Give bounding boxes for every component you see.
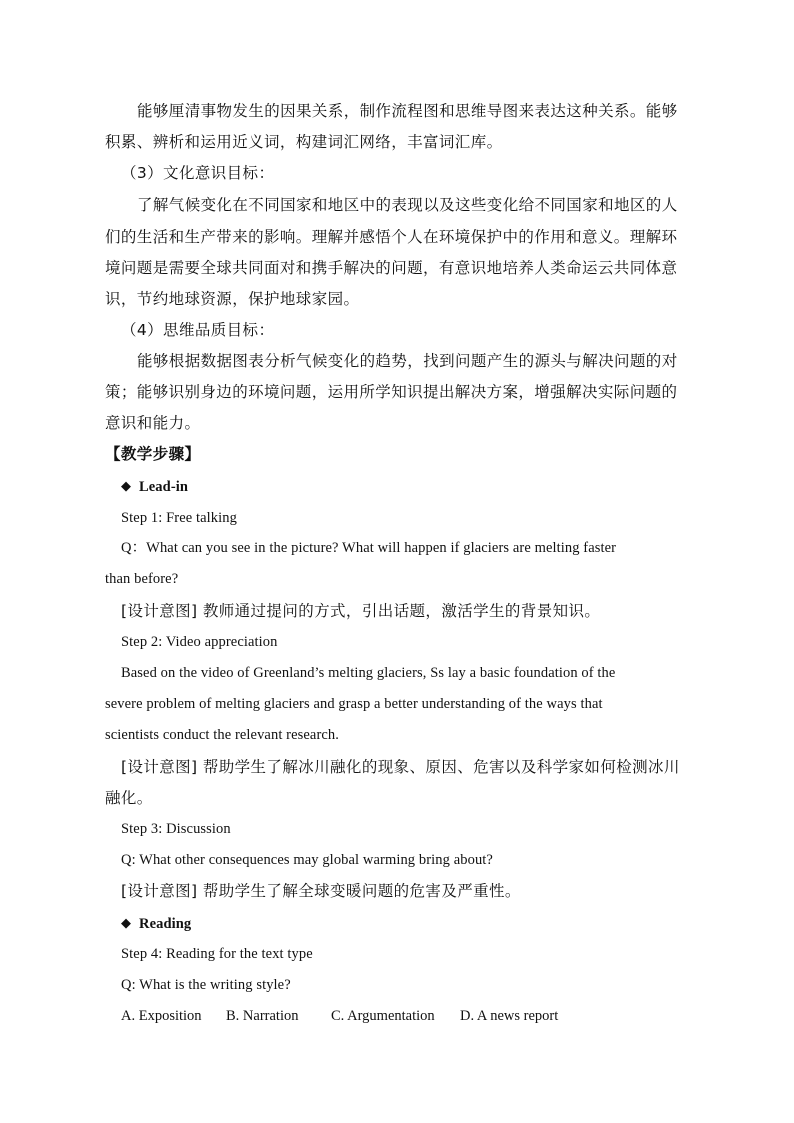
diamond-bullet-icon: ◆	[121, 478, 132, 493]
answer-option: D. A news report	[460, 1008, 559, 1024]
paragraph-line: 境问题是需要全球共同面对和携手解决的问题，有意识地培养人类命运云共同体意	[105, 259, 678, 277]
answer-option: A. Exposition	[121, 1008, 202, 1024]
step-heading: Step 3: Discussion	[121, 821, 231, 837]
section-title-text: Lead-in	[139, 479, 189, 495]
answer-option: B. Narration	[226, 1008, 299, 1024]
paragraph-line: 了解气候变化在不同国家和地区中的表现以及这些变化给不同国家和地区的人	[137, 196, 678, 214]
paragraph-line: 能够厘清事物发生的因果关系，制作流程图和思维导图来表达这种关系。能够	[137, 102, 678, 120]
paragraph-line: Based on the video of Greenland’s melting glaciers, Ss lay a basic foundation of the	[121, 665, 616, 681]
question-line: Q: What other consequences may global warming bring about?	[121, 852, 493, 868]
design-intent: [设计意图] 帮助学生了解全球变暖问题的危害及严重性。	[121, 882, 521, 900]
section-title-text: Reading	[139, 916, 192, 932]
teaching-steps-heading: 【教学步骤】	[105, 445, 201, 463]
step-heading: Step 1: Free talking	[121, 510, 237, 526]
step-heading: Step 4: Reading for the text type	[121, 946, 313, 962]
design-intent: [设计意图] 教师通过提问的方式，引出话题，激活学生的背景知识。	[121, 602, 601, 620]
paragraph-line: 策；能够识别身边的环境问题，运用所学知识提出解决方案，增强解决实际问题的	[105, 383, 678, 401]
question-line: than before?	[105, 571, 179, 587]
design-intent: [设计意图] 帮助学生了解冰川融化的现象、原因、危害以及科学家如何检测冰川	[121, 758, 680, 776]
leadin-section-title	[121, 475, 188, 498]
answer-option: C. Argumentation	[331, 1008, 435, 1024]
paragraph-line: 识，节约地球资源，保护地球家园。	[105, 290, 360, 308]
question-line: Q: What is the writing style?	[121, 977, 291, 993]
design-intent: 融化。	[105, 789, 153, 807]
paragraph-line: 们的生活和生产带来的影响。理解并感悟个人在环境保护中的作用和意义。理解环	[105, 228, 678, 246]
paragraph-line: 能够根据数据图表分析气候变化的趋势，找到问题产生的源头与解决问题的对	[137, 352, 678, 370]
thinking-heading: （4）思维品质目标：	[121, 321, 275, 339]
paragraph-line: severe problem of melting glaciers and grasp a better understanding of the ways that	[105, 696, 603, 712]
reading-section-title	[121, 912, 191, 935]
paragraph-line: 积累、辨析和运用近义词，构建词汇网络，丰富词汇库。	[105, 133, 503, 151]
culture-heading: （3）文化意识目标：	[121, 164, 275, 182]
paragraph-line: scientists conduct the relevant research.	[105, 727, 339, 743]
diamond-bullet-icon: ◆	[121, 915, 132, 930]
question-line: Q：What can you see in the picture? What will happen if glaciers are melting faster	[121, 540, 617, 556]
paragraph-line: 意识和能力。	[105, 414, 201, 432]
step-heading: Step 2: Video appreciation	[121, 634, 278, 650]
